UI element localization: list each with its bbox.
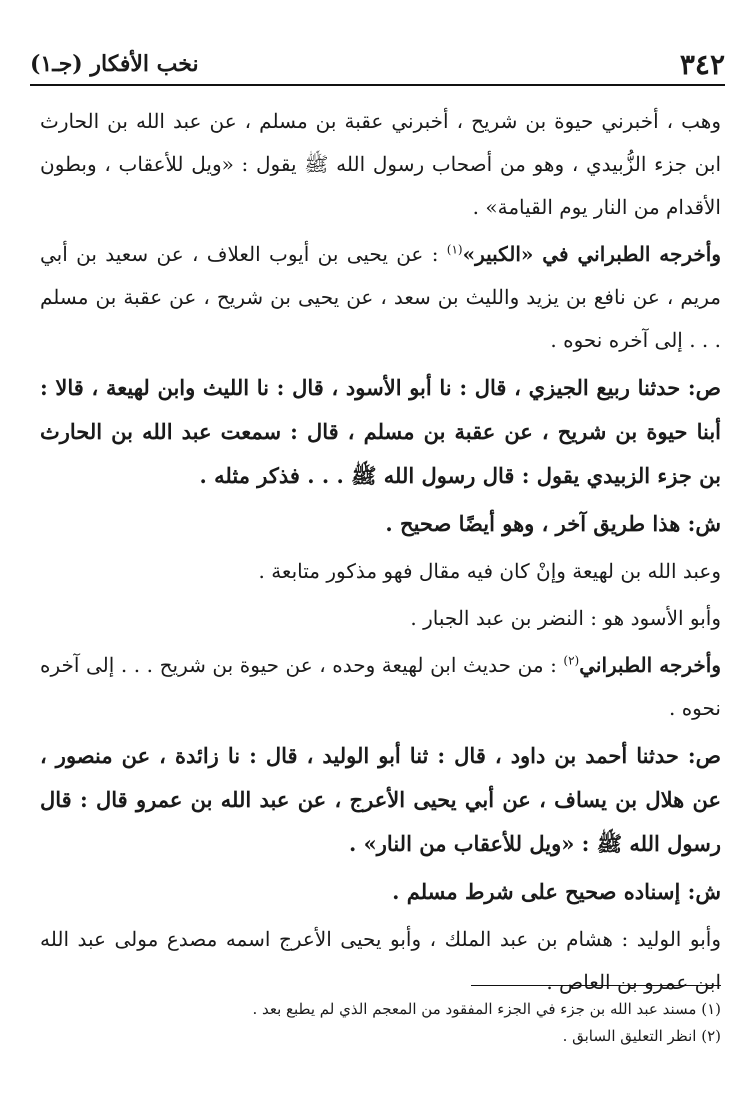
page-header bbox=[30, 44, 725, 84]
footnotes bbox=[40, 996, 721, 1050]
paragraph-text: ش: هذا طريق آخر ، وهو أيضًا صحيح . bbox=[385, 511, 721, 536]
paragraph-text: وأبو الأسود هو : النضر بن عبد الجبار . bbox=[410, 606, 721, 630]
paragraph-10 bbox=[40, 918, 721, 1004]
paragraph-9 bbox=[40, 870, 721, 914]
header-rule bbox=[30, 84, 725, 86]
paragraph-text: وأبو الوليد : هشام بن عبد الملك ، وأبو يحيى الأعرج اسمه مصدع مولى عبد الله ابن عمرو بن العاص . bbox=[40, 927, 721, 994]
footnote-ref[interactable]: (١) bbox=[446, 242, 463, 257]
paragraph-text: ص: حدثنا أحمد بن داود ، قال : ثنا أبو الوليد ، قال : نا زائدة ، عن منصور ، عن هلال بن يساف ، عن أبي يحيى الأعرج ، عن عبد الله بن عمرو قال : قال رسول الله ﷺ : «ويل للأعقاب من النار» . bbox=[40, 743, 721, 856]
paragraph-6 bbox=[40, 597, 721, 640]
paragraph-lead: وأخرجه الطبراني bbox=[579, 653, 721, 677]
paragraph-text: وعبد الله بن لهيعة وإنْ كان فيه مقال فهو مذكور متابعة . bbox=[258, 559, 721, 583]
paragraph-1 bbox=[40, 100, 721, 229]
running-title: نخب الأفكار (جـ١) bbox=[30, 51, 199, 77]
paragraph-text: ش: إسناده صحيح على شرط مسلم . bbox=[392, 879, 721, 904]
paragraph-8 bbox=[40, 734, 721, 866]
paragraph-4 bbox=[40, 502, 721, 546]
paragraph-3 bbox=[40, 366, 721, 498]
paragraph-text: : من حديث ابن لهيعة وحده ، عن حيوة بن شريح . . . إلى آخره نحوه . bbox=[40, 653, 721, 720]
paragraph-text: : عن يحيى بن أيوب العلاف ، عن سعيد بن أبي مريم ، عن نافع بن يزيد والليث بن سعد ، عن يحيى بن شريح ، عن عقبة بن مسلم . . . إلى آخره نحوه . bbox=[40, 242, 721, 352]
main-text bbox=[40, 100, 721, 1004]
page-number: ٣٤٢ bbox=[679, 47, 725, 81]
footnote-1: (١) مسند عبد الله بن جزء في الجزء المفقود من المعجم الذي لم يطبع بعد . bbox=[252, 1000, 721, 1018]
paragraph-5 bbox=[40, 550, 721, 593]
paragraph-text: ص: حدثنا ربيع الجيزي ، قال : نا أبو الأسود ، قال : نا الليث وابن لهيعة ، قالا : أبنا حيوة بن شريح ، عن عقبة بن مسلم ، قال : سمعت عبد الله بن الحارث بن جزء الزبيدي يقول : قال رسول الله ﷺ . . . فذكر مثله . bbox=[40, 375, 721, 488]
footnote-2: (٢) انظر التعليق السابق . bbox=[562, 1027, 721, 1045]
footnote-ref[interactable]: (٢) bbox=[563, 653, 580, 668]
paragraph-lead: وأخرجه الطبراني في «الكبير» bbox=[462, 242, 721, 266]
paragraph-text: وهب ، أخبرني حيوة بن شريح ، أخبرني عقبة بن مسلم ، عن عبد الله بن الحارث ابن جزء الزُّبيدي ، وهو من أصحاب رسول الله ﷺ يقول : «ويل للأعقاب ، وبطون الأقدام من النار يوم القيامة» . bbox=[40, 109, 721, 219]
paragraph-7 bbox=[40, 644, 721, 730]
paragraph-2 bbox=[40, 233, 721, 362]
footnote-rule bbox=[471, 985, 721, 986]
